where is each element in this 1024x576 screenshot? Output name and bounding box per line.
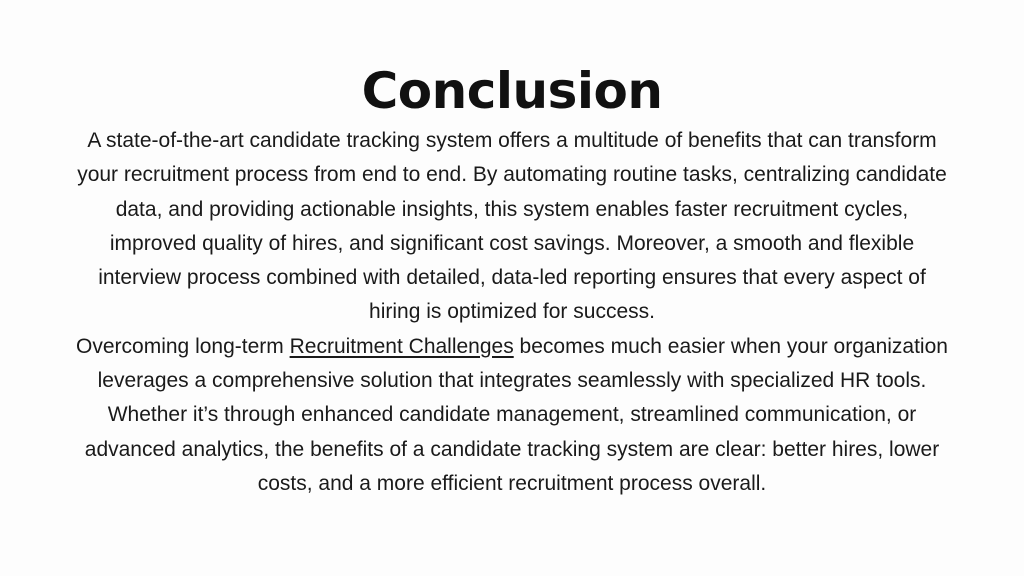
paragraph-benefits: A state-of-the-art candidate tracking system offers a multitude of benefits that can transform your recruitment process from end to end. By automating routine tasks, centralizing candidate data, and providing actionable insights, this system enables faster recruitment cycles, improved quality of hires, and significant cost savings. Moreover, a smooth and flexible interview process combined with detailed, data-led reporting ensures that every aspect of hiring is optimized for success.: [77, 129, 947, 324]
slide-body: [72, 124, 952, 501]
recruitment-challenges-link[interactable]: Recruitment Challenges: [289, 334, 514, 358]
paragraph-challenges-intro: Overcoming long-term: [76, 334, 290, 358]
slide-title: Conclusion: [361, 62, 663, 120]
paragraph-challenges-rest: becomes much easier when your organization leverages a comprehensive solution that integrates seamlessly with specialized HR tools. Whether it’s through enhanced candidate management, streamlined communication, or advanced analytics, the benefits of a candidate tracking system are clear: better hires, lower costs, and a more efficient recruitment process overall.: [84, 334, 948, 495]
